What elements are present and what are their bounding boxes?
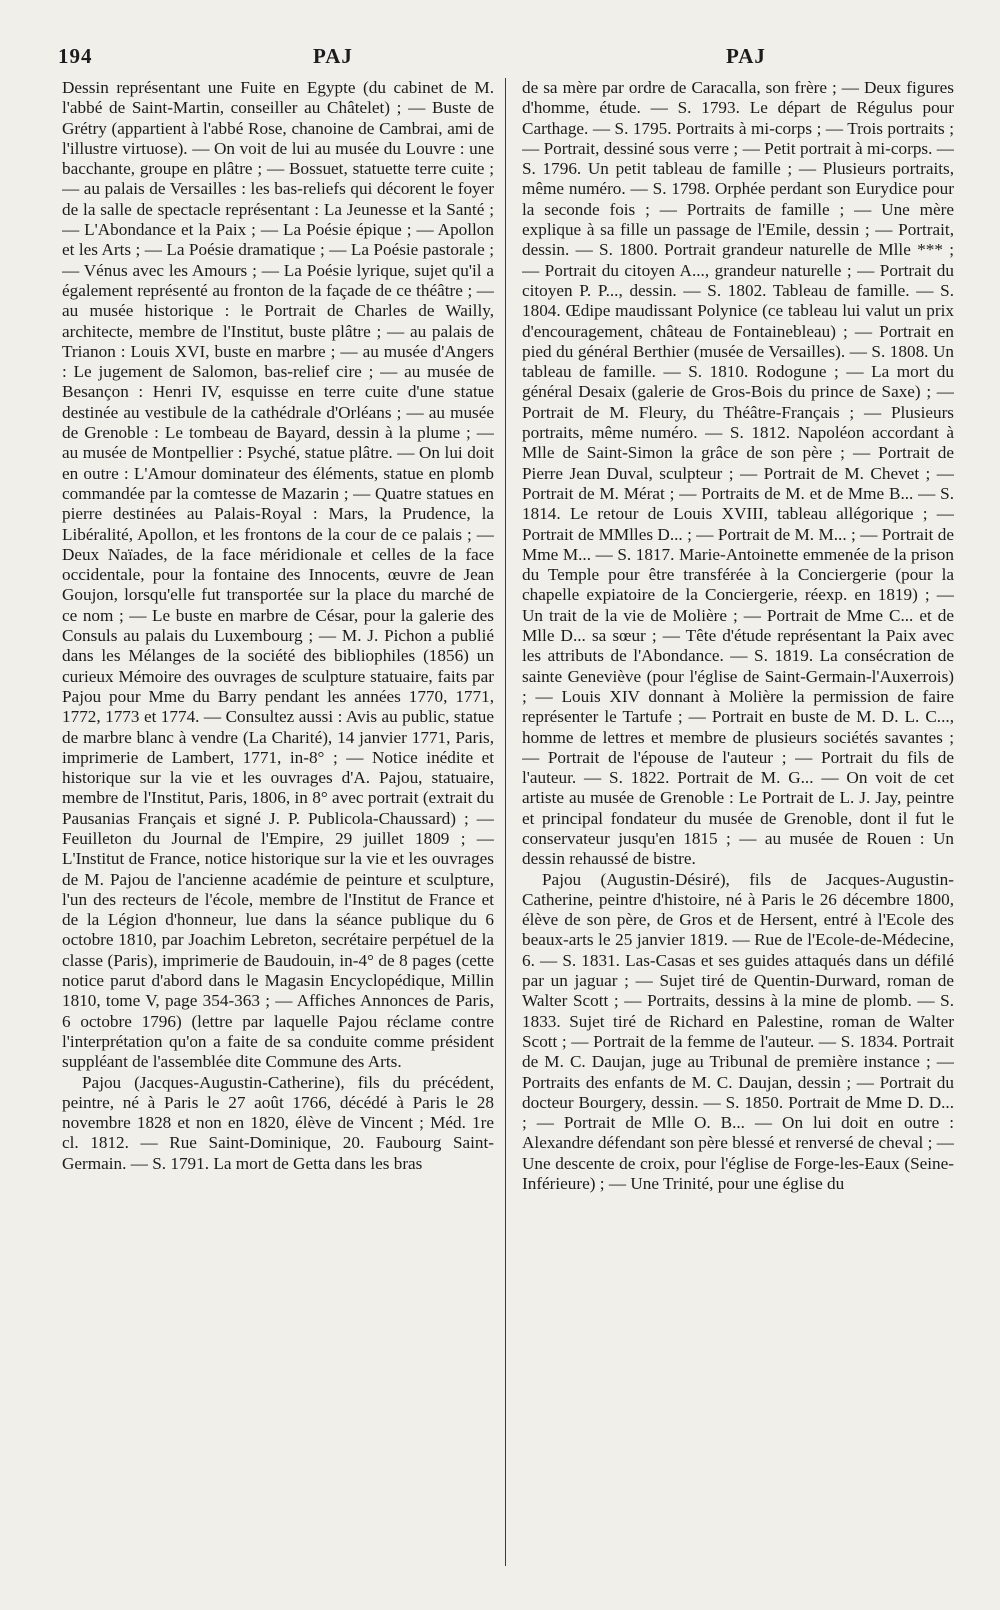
right-column [522,78,954,1578]
page-number: 194 [58,44,93,68]
column-divider [505,78,506,1566]
left-paragraph-1: Dessin représentant une Fuite en Egypte (du cabinet de M. l'abbé de Saint-Martin, conseiller au Châtelet) ; — Buste de Grétry (appartient à l'abbé Rose, chanoine de Cambrai, ami de l'illustre virtuose). — On voit de lui au musée du Louvre : une bacchante, groupe en plâtre ; — Bossuet, statuette terre cuite ; — au palais de Versailles : les bas-reliefs qui décorent le foyer de la salle de spectacle représentant : La Jeunesse et la Santé ; — L'Abondance et la Paix ; — La Poésie épique ; — Apollon et les Arts ; — La Poésie dramatique ; — La Poésie pastorale ; — Vénus avec les Amours ; — La Poésie lyrique, sujet qu'il a également représenté au fronton de la façade de ce théâtre ; — au musée historique : le Portrait de Charles de Wailly, architecte, membre de l'Institut, buste plâtre ; — au palais de Trianon : Louis XVI, buste en marbre ; — au musée d'Angers : Le jugement de Salomon, bas-relief cire ; — au musée de Besançon : Henri IV, esquisse en terre cuite d'une statue destinée au vestibule de la cathédrale d'Orléans ; — au musée de Grenoble : Le tombeau de Bayard, dessin à la plume ; — au musée de Montpellier : Psyché, statue plâtre. — On lui doit en outre : L'Amour dominateur des éléments, statue en plomb commandée par la comtesse de Mazarin ; — Quatre statues en pierre destinées au Palais-Royal : Mars, la Prudence, la Libéralité, Apollon, et les frontons de la cour de ce palais ; — Deux Naïades, de la face méridionale et celles de la face occidentale, pour la fontaine des Innocents, œuvre de Jean Goujon, lorsqu'elle fut transportée sur la place du marché de ce nom ; — Le buste en marbre de César, pour la galerie des Consuls au palais du Luxembourg ; — M. J. Pichon a publié dans les Mélanges de la société des bibliophiles (1856) un curieux Mémoire des ouvrages de sculpture statuaire, faits par Pajou pour Mme du Barry pendant les années 1770, 1771, 1772, 1773 et 1774. — Consultez aussi : Avis au public, statue de marbre blanc à vendre (La Charité), 14 janvier 1771, Paris, imprimerie de Lambert, 1771, in-8° ; — Notice inédite et historique sur la vie et les ouvrages d'A. Pajou, statuaire, membre de l'Institut, Paris, 1806, in 8° avec portrait (extrait du Pausanias Français et signé J. P. Publicola-Chaussard) ; — Feuilleton du Journal de l'Empire, 29 juillet 1809 ; — L'Institut de France, notice historique sur la vie et les ouvrages de M. Pajou de l'ancienne académie de peinture et sculpture, l'un des recteurs de l'école, membre de l'Institut de France et de la Légion d'honneur, lue dans la séance publique du 6 octobre 1810, par Joachim Lebreton, secrétaire perpétuel de la classe (Paris), imprimerie de Baudouin, in-4° de 8 pages (cette notice parut d'abord dans le Magasin Encyclopédique, Millin 1810, tome V, page 354-363 ; — Affiches Annonces de Paris, 6 octobre 1796) (lettre par laquelle Pajou réclame contre l'interprétation qu'on a faite de sa conduite comme président suppléant de l'assemblée dite Commune des Arts. [62,78,494,1072]
left-running-head: PAJ [313,44,353,68]
right-running-head: PAJ [726,44,766,68]
left-paragraph-2: Pajou (Jacques-Augustin-Catherine), fils du précédent, peintre, né à Paris le 27 août 1766, décédé à Paris le 28 novembre 1828 et non en 1820, élève de Vincent ; Méd. 1re cl. 1812. — Rue Saint-Dominique, 20. Faubourg Saint-Germain. — S. 1791. La mort de Getta dans les bras [62,1072,494,1173]
running-header [58,44,958,78]
right-paragraph-1: de sa mère par ordre de Caracalla, son frère ; — Deux figures d'homme, étude. — S. 1793. Le départ de Régulus pour Carthage. — S. 1795. Portraits à mi-corps ; — Trois portraits ; — Portrait, dessiné sous verre ; — Petit portrait à mi-corps. — S. 1796. Un petit tableau de famille ; — Plusieurs portraits, même numéro. — S. 1798. Orphée perdant son Eurydice pour la seconde fois ; — Portraits de famille ; — Une mère explique à sa fille un passage de l'Emile, dessin ; — Portrait, dessin. — S. 1800. Portrait grandeur naturelle de Mlle *** ; — Portrait du citoyen A..., grandeur naturelle ; — Portrait du citoyen P. P..., dessin. — S. 1802. Tableau de famille. — S. 1804. Œdipe maudissant Polynice (ce tableau lui valut un prix d'encouragement, château de Fontainebleau) ; — Portrait en pied du général Berthier (musée de Versailles). — S. 1808. Un tableau de famille. — S. 1810. Rodogune ; — La mort du général Desaix (galerie de Gros-Bois du prince de Saxe) ; — Portrait de M. Fleury, du Théâtre-Français ; — Plusieurs portraits, même numéro. — S. 1812. Napoléon accordant à Mlle de Saint-Simon la grâce de son père ; — Portrait de Pierre Jean Duval, sculpteur ; — Portrait de M. Chevet ; — Portrait de M. Mérat ; — Portraits de M. et de Mme B... — S. 1814. Le retour de Louis XVIII, tableau allégorique ; — Portrait de MMlles D... ; — Portrait de M. M... ; — Portrait de Mme M... — S. 1817. Marie-Antoinette emmenée de la prison du Temple pour être transférée à la Conciergerie (pour la chapelle expiatoire de la Conciergerie, réexp. en 1819) ; — Un trait de la vie de Molière ; — Portrait de Mme C... et de Mlle D... sa sœur ; — Tête d'étude représentant la Paix avec les attributs de l'Abondance. — S. 1819. La consécration de sainte Geneviève (pour l'église de Saint-Germain-l'Auxerrois) ; — Louis XIV donnant à Molière la permission de faire représenter le Tartufe ; — Portrait en buste de M. D. L. C..., homme de lettres et membre de plusieurs sociétés savantes ; — Portrait de l'épouse de l'auteur ; — Portrait du fils de l'auteur. — S. 1822. Portrait de M. G... — On voit de cet artiste au musée de Grenoble : Le Portrait de L. J. Jay, peintre et principal fondateur du musée de Grenoble, dont il fut le conservateur jusqu'en 1815 ; — au musée de Rouen : Un dessin rehaussé de bistre. [522,78,954,869]
left-column [62,78,494,1578]
right-paragraph-2: Pajou (Augustin-Désiré), fils de Jacques-Augustin-Catherine, peintre d'histoire, né à Paris le 26 décembre 1800, élève de son père, de Gros et de Hersent, entré à l'Ecole des beaux-arts le 25 janvier 1819. — Rue de l'Ecole-de-Médecine, 6. — S. 1831. Las-Casas et ses guides attaqués dans un défilé par un jaguar ; — Sujet tiré de Quentin-Durward, roman de Walter Scott ; — Portraits, dessins à la mine de plomb. — S. 1833. Sujet tiré de Richard en Palestine, roman de Walter Scott ; — Portrait de la femme de l'auteur. — S. 1834. Portrait de M. C. Daujan, juge au Tribunal de première instance ; — Portraits des enfants de M. C. Daujan, dessin ; — Portrait du docteur Bourgery, dessin. — S. 1850. Portrait de Mme D. D... ; — Portrait de Mlle O. B... — On lui doit en outre : Alexandre défendant son père blessé et renversé de cheval ; — Une descente de croix, pour l'église de Forge-les-Eaux (Seine-Inférieure) ; — Une Trinité, pour une église du [522,869,954,1194]
